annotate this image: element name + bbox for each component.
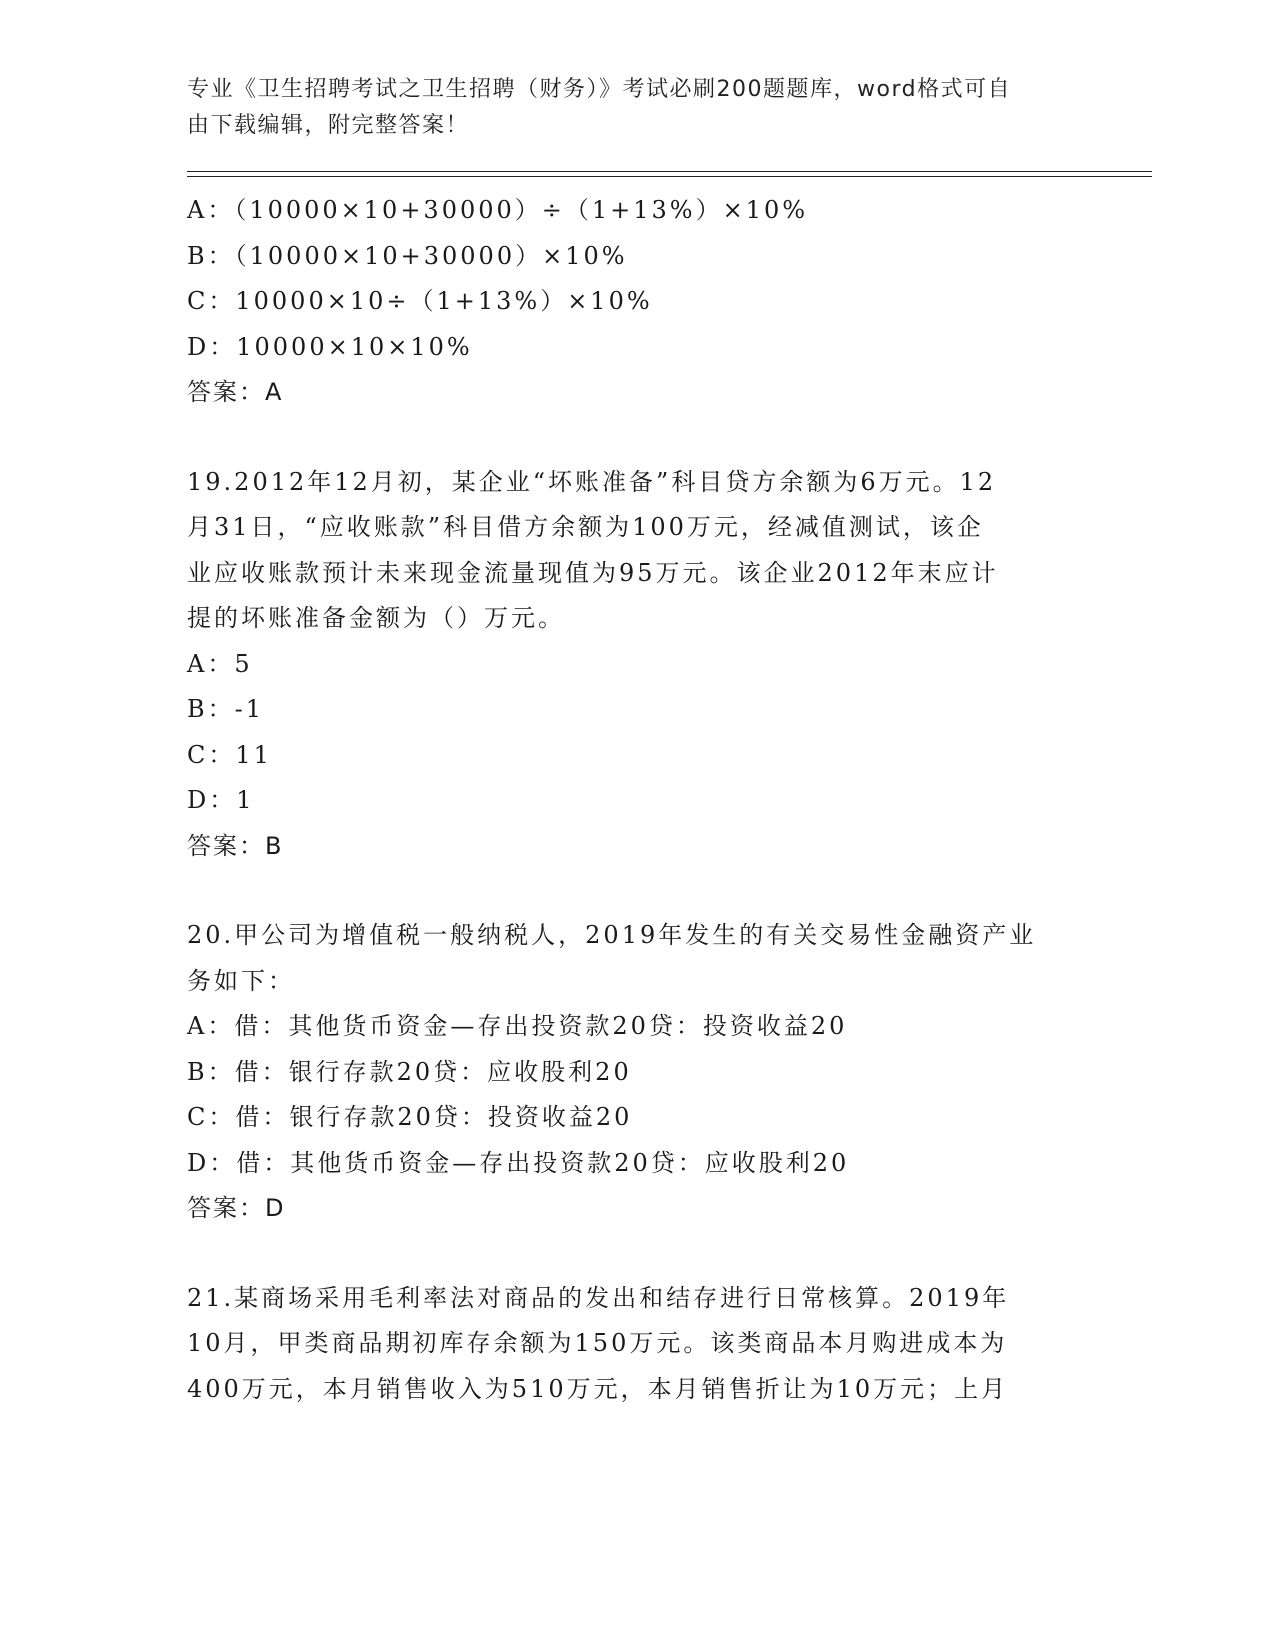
- option-c: C：11: [187, 740, 272, 769]
- header-divider-bottom: [187, 176, 1152, 177]
- question-20: [187, 913, 1087, 1232]
- option-d: D：10000×10×10%: [187, 332, 473, 361]
- question-21: [187, 1276, 1087, 1413]
- question-stem-line: 21.某商场采用毛利率法对商品的发出和结存进行日常核算。2019年: [187, 1283, 1010, 1312]
- question-stem-line: 20.甲公司为增值税一般纳税人，2019年发生的有关交易性金融资产业: [187, 921, 1037, 949]
- answer: 答案：B: [187, 831, 284, 860]
- answer: 答案：A: [187, 378, 284, 406]
- answer: 答案：D: [187, 1194, 286, 1222]
- spacer: [187, 416, 1087, 460]
- question-stem-line: 提的坏账准备金额为（）万元。: [187, 604, 565, 632]
- spacer: [187, 1232, 1087, 1276]
- header-line-2: 由下载编辑，附完整答案！: [187, 113, 470, 138]
- option-d: D：借：其他货币资金—存出投资款20贷：应收股利20: [187, 1148, 850, 1177]
- question-stem-line: 10月，甲类商品期初库存余额为150万元。该类商品本月购进成本为: [187, 1329, 1008, 1357]
- option-a: A：（10000×10+30000）÷（1+13%）×10%: [187, 196, 809, 224]
- header-divider-top: [187, 171, 1152, 172]
- question-stem-line: 19.2012年12月初，某企业“坏账准备”科目贷方余额为6万元。12: [187, 467, 997, 496]
- question-content: [187, 188, 1087, 1412]
- option-a: A：5: [187, 649, 253, 678]
- option-c: C：借：银行存款20贷：投资收益20: [187, 1103, 633, 1131]
- question-18: [187, 188, 1087, 416]
- header-line-1: 专业《卫生招聘考试之卫生招聘（财务）》考试必刷200题题库，word格式可自: [187, 77, 1012, 102]
- option-b: B：（10000×10+30000）×10%: [187, 241, 628, 270]
- question-stem-line: 月31日，“应收账款”科目借方余额为100万元，经减值测试，该企: [187, 513, 984, 541]
- question-stem-line: 400万元，本月销售收入为510万元，本月销售折让为10万元；上月: [187, 1374, 1009, 1403]
- option-b: B：-1: [187, 695, 265, 723]
- option-c: C：10000×10÷（1+13%）×10%: [187, 287, 653, 315]
- option-d: D：1: [187, 786, 255, 814]
- option-a: A：借：其他货币资金—存出投资款20贷：投资收益20: [187, 1012, 848, 1040]
- question-stem-line: 务如下：: [187, 966, 295, 995]
- question-19: [187, 460, 1087, 870]
- document-header: [187, 72, 1067, 144]
- question-stem-line: 业应收账款预计未来现金流量现值为95万元。该企业2012年末应计: [187, 558, 999, 587]
- spacer: [187, 869, 1087, 913]
- option-b: B：借：银行存款20贷：应收股利20: [187, 1057, 632, 1086]
